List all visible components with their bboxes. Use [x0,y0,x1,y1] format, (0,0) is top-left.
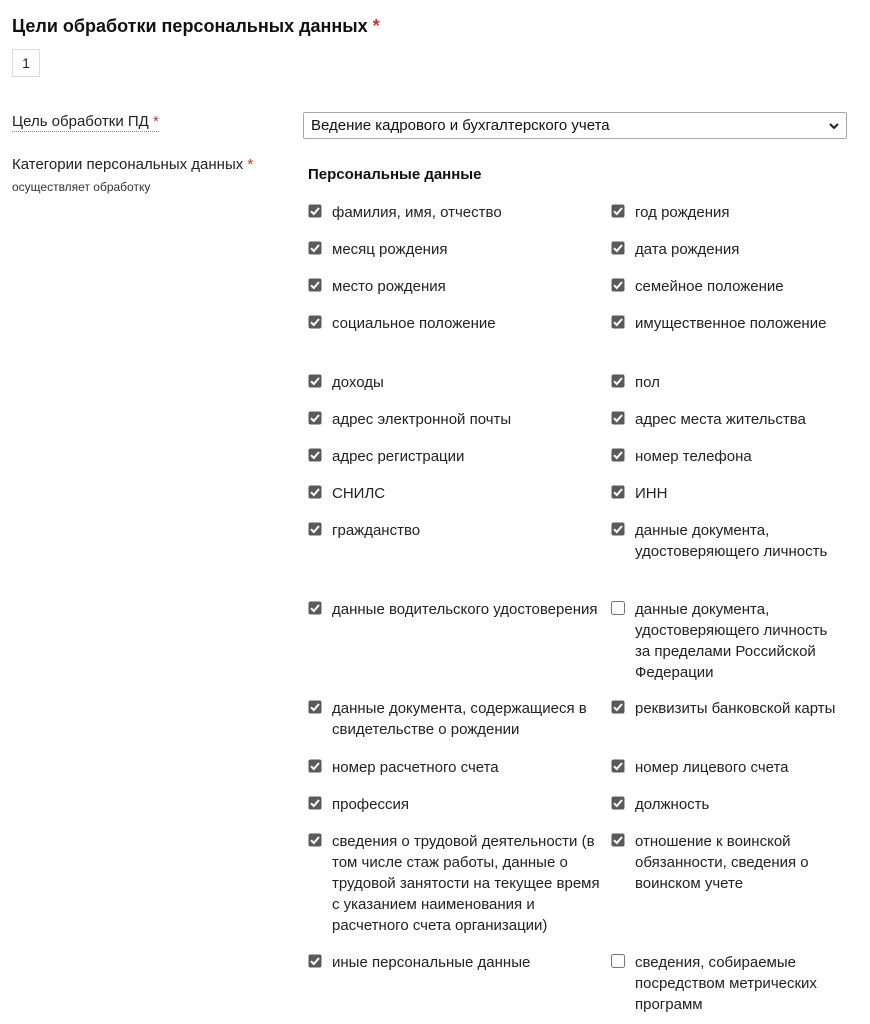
checkbox-label: место рождения [332,278,446,295]
checkbox-label: профессия [332,796,409,813]
checkbox-label: имущественное положение [635,315,827,332]
required-mark: * [247,156,254,173]
checkbox-label: адрес электронной почты [332,411,512,428]
chevron-down-icon [827,119,841,133]
checkbox[interactable] [611,759,625,773]
checkbox-label: доходы [332,374,384,391]
categories-label-text: Категории персональных данных [12,156,244,173]
checkbox[interactable] [308,796,322,810]
checkbox-label: данные документа, удостоверяющего личность за пределами Российской Федерации [635,601,828,681]
categories-sublabel: осуществляет обработку [12,180,151,194]
checkbox[interactable] [308,833,322,847]
purpose-select[interactable] [303,112,847,139]
checkbox[interactable] [308,485,322,499]
required-mark: * [372,16,380,36]
checkbox[interactable] [611,241,625,255]
checkbox-label: семейное положение [635,278,784,295]
checkbox[interactable] [308,278,322,292]
checkbox-label: ИНН [635,485,668,502]
section-title-text: Цели обработки персональных данных [12,16,368,36]
checkbox[interactable] [611,954,625,968]
section-title [12,16,380,37]
checkbox[interactable] [308,759,322,773]
checkbox[interactable] [611,278,625,292]
checkbox-label: СНИЛС [332,485,386,502]
checkbox[interactable] [611,411,625,425]
checkbox-label: данные водительского удостоверения [332,601,598,618]
checkbox[interactable] [611,204,625,218]
checkbox-label: отношение к воинской обязанности, сведения о воинском учете [635,833,809,892]
checkbox-label: социальное положение [332,315,496,332]
checkbox[interactable] [611,374,625,388]
purpose-label-text: Цель обработки ПД [12,113,149,130]
checkbox[interactable] [611,601,625,615]
checkbox-label: иные персональные данные [332,954,531,971]
checkbox[interactable] [308,522,322,536]
purpose-counter: 1 [12,49,40,77]
checkbox[interactable] [611,315,625,329]
checkbox[interactable] [308,601,322,615]
checkbox-label: реквизиты банковской карты [635,700,836,717]
checkbox-label: данные документа, содержащиеся в свидетельстве о рождении [332,700,587,738]
purpose-label [12,113,159,132]
personal-data-group-title: Персональные данные [308,166,482,183]
checkbox[interactable] [308,411,322,425]
checkbox[interactable] [611,833,625,847]
checkbox[interactable] [308,448,322,462]
checkbox[interactable] [611,796,625,810]
checkbox-label: дата рождения [635,241,740,258]
checkbox-label: год рождения [635,204,730,221]
checkbox[interactable] [308,315,322,329]
checkbox-label: гражданство [332,522,421,539]
checkbox-label: адрес регистрации [332,448,465,465]
checkbox[interactable] [611,522,625,536]
purpose-select-value: Ведение кадрового и бухгалтерского учета [311,117,610,134]
checkbox-label: номер телефона [635,448,752,465]
checkbox[interactable] [308,204,322,218]
checkbox[interactable] [611,485,625,499]
checkbox[interactable] [611,700,625,714]
checkbox-label: адрес места жительства [635,411,806,428]
checkbox-label: месяц рождения [332,241,448,258]
checkbox-label: фамилия, имя, отчество [332,204,502,221]
checkbox[interactable] [308,954,322,968]
checkbox-label: сведения, собираемые посредством метрических программ [635,954,817,1013]
checkbox[interactable] [611,448,625,462]
checkbox-label: пол [635,374,660,391]
checkbox-label: номер лицевого счета [635,759,789,776]
checkbox-label: номер расчетного счета [332,759,499,776]
checkbox-label: данные документа, удостоверяющего личность [635,522,828,560]
checkbox-label: должность [635,796,710,813]
categories-label [12,156,253,173]
required-mark: * [153,113,159,130]
checkbox-label: сведения о трудовой деятельности (в том числе стаж работы, данные о трудовой занятости на текущее время с указанием наименования и расчетного счета организации) [332,833,600,934]
checkbox[interactable] [308,241,322,255]
checkbox[interactable] [308,700,322,714]
checkbox[interactable] [308,374,322,388]
